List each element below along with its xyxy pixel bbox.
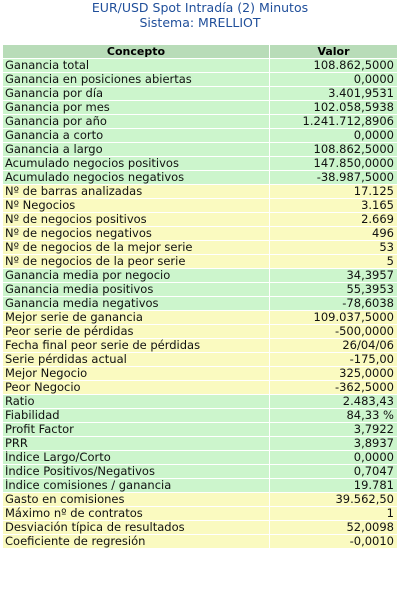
concept-cell: Nº de negocios de la peor serie [3, 255, 269, 268]
concept-cell: PRR [3, 437, 269, 450]
concept-cell: Ganancia a corto [3, 129, 269, 142]
concept-cell: Peor Negocio [3, 381, 269, 394]
value-cell: 108.862,5000 [270, 59, 397, 72]
value-cell: -38.987,5000 [270, 171, 397, 184]
table-row [3, 325, 397, 338]
table-row [3, 227, 397, 240]
value-cell: -0,0010 [270, 535, 397, 548]
table-row [3, 507, 397, 520]
table-row [3, 381, 397, 394]
concept-cell: Ganancia media positivos [3, 283, 269, 296]
table-row [3, 311, 397, 324]
value-cell: -175,00 [270, 353, 397, 366]
value-cell: 26/04/06 [270, 339, 397, 352]
concept-cell: Gasto en comisiones [3, 493, 269, 506]
concept-cell: Ganancia a largo [3, 143, 269, 156]
value-cell: 325,0000 [270, 367, 397, 380]
concept-cell: Máximo nº de contratos [3, 507, 269, 520]
value-cell: 19.781 [270, 479, 397, 492]
concept-cell: Ganancia media por negocio [3, 269, 269, 282]
value-cell: 3.165 [270, 199, 397, 212]
table-row [3, 451, 397, 464]
concept-cell: Ganancia en posiciones abiertas [3, 73, 269, 86]
value-cell: 102.058,5938 [270, 101, 397, 114]
value-cell: -500,0000 [270, 325, 397, 338]
table-row [3, 297, 397, 310]
system-title: Sistema: MRELLIOT [139, 15, 261, 30]
table-row [3, 521, 397, 534]
value-cell: 108.862,5000 [270, 143, 397, 156]
table-row [3, 213, 397, 226]
value-cell: 0,0000 [270, 129, 397, 142]
concept-cell: Nº de negocios de la mejor serie [3, 241, 269, 254]
table-row [3, 353, 397, 366]
table-header-row [3, 45, 397, 58]
value-cell: 53 [270, 241, 397, 254]
table-row [3, 479, 397, 492]
value-cell: 5 [270, 255, 397, 268]
concept-cell: Nº de barras analizadas [3, 185, 269, 198]
concept-cell: Mejor Negocio [3, 367, 269, 380]
concept-cell: Nº de negocios negativos [3, 227, 269, 240]
value-cell: 17.125 [270, 185, 397, 198]
table-row [3, 423, 397, 436]
value-cell: 3.401,9531 [270, 87, 397, 100]
results-table [2, 44, 398, 549]
concept-cell: Ganancia por mes [3, 101, 269, 114]
table-row [3, 199, 397, 212]
table-row [3, 283, 397, 296]
table-row [3, 269, 397, 282]
concept-cell: Ganancia total [3, 59, 269, 72]
value-cell: 496 [270, 227, 397, 240]
value-cell: -362,5000 [270, 381, 397, 394]
table-row [3, 73, 397, 86]
concept-cell: Ganancia por año [3, 115, 269, 128]
concept-cell: Fiabilidad [3, 409, 269, 422]
table-row [3, 241, 397, 254]
concept-cell: Mejor serie de ganancia [3, 311, 269, 324]
value-cell: 1.241.712,8906 [270, 115, 397, 128]
concept-cell: Índice comisiones / ganancia [3, 479, 269, 492]
value-cell: -78,6038 [270, 297, 397, 310]
concept-cell: Coeficiente de regresión [3, 535, 269, 548]
concept-cell: Fecha final peor serie de pérdidas [3, 339, 269, 352]
table-row [3, 255, 397, 268]
table-row [3, 59, 397, 72]
concept-cell: Profit Factor [3, 423, 269, 436]
concept-cell: Serie pérdidas actual [3, 353, 269, 366]
concept-cell: Índice Positivos/Negativos [3, 465, 269, 478]
table-row [3, 535, 397, 548]
concept-cell: Índice Largo/Corto [3, 451, 269, 464]
table-row [3, 101, 397, 114]
concept-cell: Ratio [3, 395, 269, 408]
table-row [3, 171, 397, 184]
value-cell: 39.562,50 [270, 493, 397, 506]
table-row [3, 339, 397, 352]
value-cell: 84,33 % [270, 409, 397, 422]
concept-cell: Desviación típica de resultados [3, 521, 269, 534]
concept-cell: Ganancia por día [3, 87, 269, 100]
concept-column-header: Concepto [3, 45, 269, 58]
concept-cell: Nº Negocios [3, 199, 269, 212]
table-row [3, 129, 397, 142]
value-cell: 0,0000 [270, 451, 397, 464]
table-row [3, 143, 397, 156]
value-column-header: Valor [270, 45, 397, 58]
table-row [3, 115, 397, 128]
concept-cell: Nº de negocios positivos [3, 213, 269, 226]
value-cell: 3,8937 [270, 437, 397, 450]
instrument-title: EUR/USD Spot Intradía (2) Minutos [91, 0, 309, 15]
value-cell: 34,3957 [270, 269, 397, 282]
value-cell: 147.850,0000 [270, 157, 397, 170]
value-cell: 52,0098 [270, 521, 397, 534]
table-row [3, 493, 397, 506]
value-cell: 3,7922 [270, 423, 397, 436]
table-row [3, 87, 397, 100]
value-cell: 0,7047 [270, 465, 397, 478]
table-body [3, 59, 397, 548]
concept-cell: Ganancia media negativos [3, 297, 269, 310]
table-row [3, 437, 397, 450]
value-cell: 0,0000 [270, 73, 397, 86]
table-row [3, 465, 397, 478]
value-cell: 2.669 [270, 213, 397, 226]
table-row [3, 367, 397, 380]
table-row [3, 157, 397, 170]
table-row [3, 395, 397, 408]
report-title [0, 0, 400, 30]
concept-cell: Acumulado negocios positivos [3, 157, 269, 170]
concept-cell: Acumulado negocios negativos [3, 171, 269, 184]
table-row [3, 185, 397, 198]
concept-cell: Peor serie de pérdidas [3, 325, 269, 338]
value-cell: 1 [270, 507, 397, 520]
value-cell: 55,3953 [270, 283, 397, 296]
table-row [3, 409, 397, 422]
value-cell: 2.483,43 [270, 395, 397, 408]
value-cell: 109.037,5000 [270, 311, 397, 324]
